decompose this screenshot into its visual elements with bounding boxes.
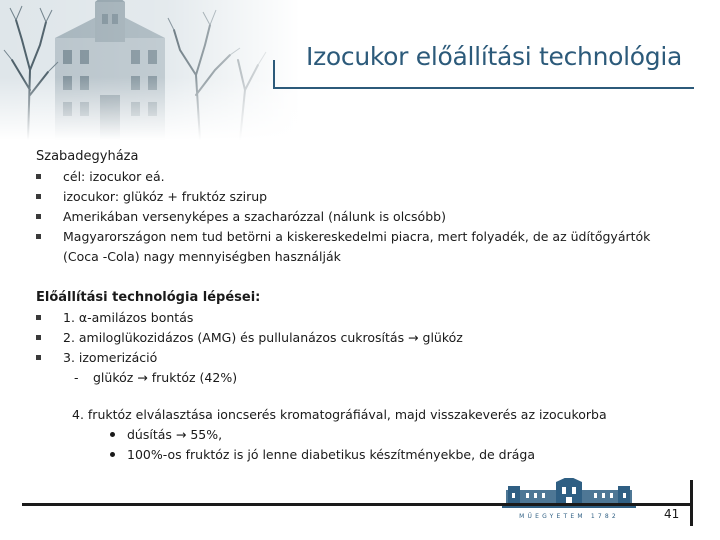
footer-rule-horizontal [22, 503, 692, 506]
bullet-item [36, 227, 686, 267]
logo-caption: MŰEGYETEM 1782 [519, 513, 619, 520]
dot-sub-item [36, 425, 686, 445]
dot-sub-item-text: dúsítás → 55%, [127, 427, 223, 442]
square-bullet-icon [36, 355, 41, 360]
square-bullet-icon [36, 335, 41, 340]
step-item [36, 348, 686, 368]
square-bullet-icon [36, 315, 41, 320]
step-item [36, 328, 686, 348]
section-heading-szabadegyhaza: Szabadegyháza [36, 149, 139, 164]
bullet-text: cél: izocukor eá. [63, 169, 165, 184]
round-bullet-icon [110, 432, 115, 437]
dash-sub-item [36, 368, 686, 388]
bullet-text: Amerikában versenyképes a szacharózzal (nálunk is olcsóbb) [63, 209, 446, 224]
slide-body [36, 147, 686, 465]
section1-bullet-list [36, 167, 686, 267]
section-heading-technology-steps: Előállítási technológia lépései: [36, 290, 261, 305]
footer-rule-vertical [690, 480, 693, 526]
square-bullet-icon [36, 214, 41, 219]
bullet-text: izocukor: glükóz + fruktóz szirup [63, 189, 268, 204]
square-bullet-icon [36, 174, 41, 179]
dash-sub-item-text: glükóz → fruktóz (42%) [93, 370, 238, 385]
step-4-text: 4. fruktóz elválasztása ioncserés kromatográfiával, majd visszakeverés az izocukorba [72, 407, 607, 422]
bullet-item [36, 187, 686, 207]
step-text: 3. izomerizáció [63, 350, 158, 365]
bullet-text: Magyarországon nem tud betörni a kiskereskedelmi piacra, mert folyadék, de az üdítőgyártók (Coca -Cola) nagy mennyiségben használják [63, 229, 651, 264]
header-photo [0, 0, 300, 140]
university-logo [498, 478, 640, 520]
title-rule-vertical [273, 60, 275, 88]
step-text: 2. amiloglükozidázos (AMG) és pullulanázos cukrosítás → glükóz [63, 330, 463, 345]
square-bullet-icon [36, 194, 41, 199]
round-bullet-icon [110, 452, 115, 457]
step-item [36, 308, 686, 328]
title-rule-horizontal [273, 87, 694, 89]
dot-sub-item [36, 445, 686, 465]
square-bullet-icon [36, 234, 41, 239]
bullet-item [36, 167, 686, 187]
step-text: 1. α-amilázos bontás [63, 310, 194, 325]
section2-step-list [36, 308, 686, 368]
page-number: 41 [664, 507, 680, 521]
bullet-item [36, 207, 686, 227]
slide-title: Izocukor előállítási technológia [306, 42, 682, 71]
spacer [36, 267, 686, 288]
dash-marker: - [74, 370, 79, 385]
dot-sub-item-text: 100%-os fruktóz is jó lenne diabetikus készítményekbe, de drága [127, 447, 535, 462]
